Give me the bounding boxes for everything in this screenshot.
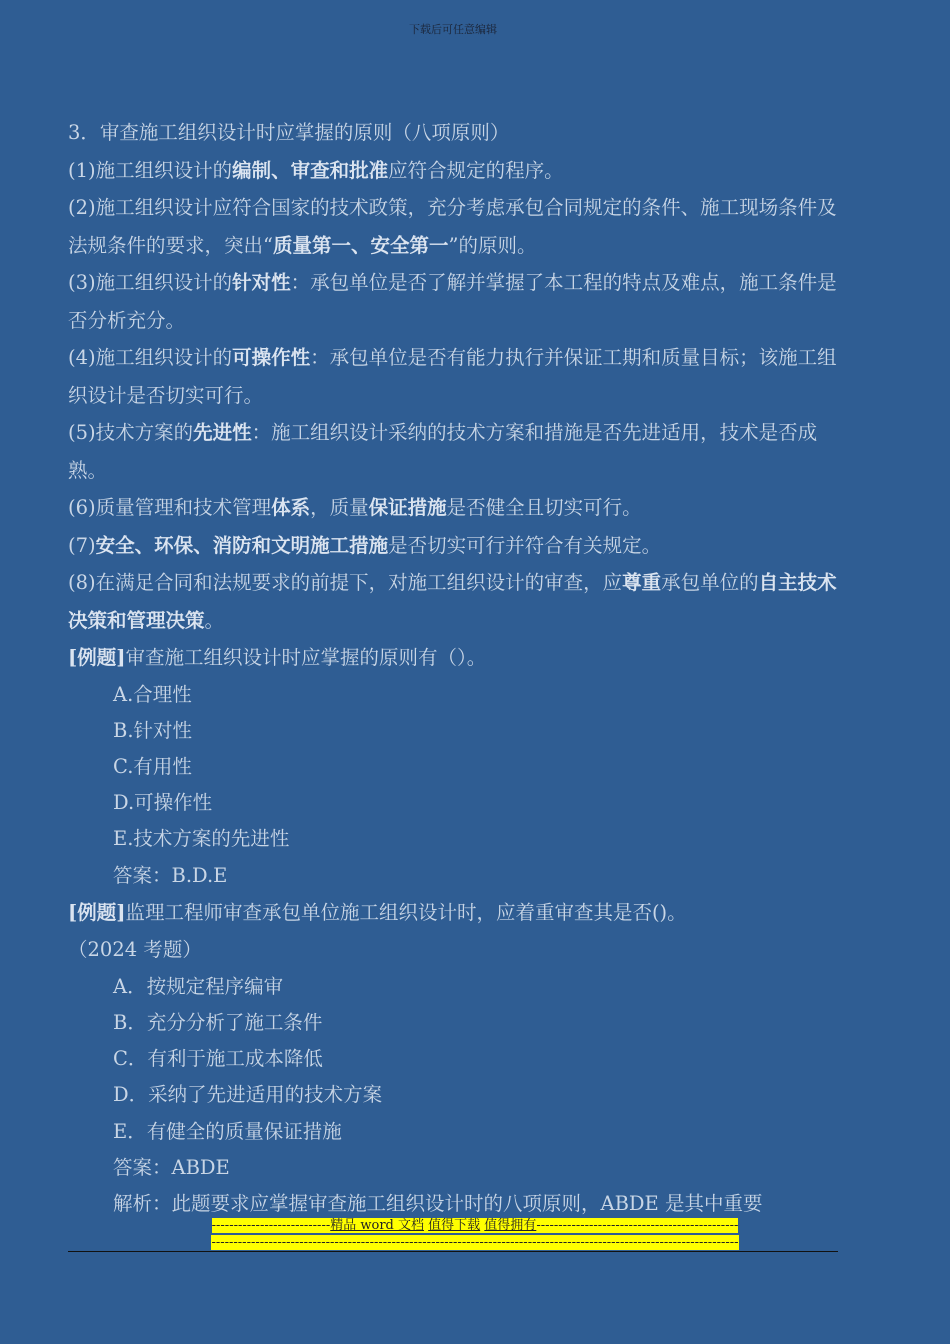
example-2-analysis: 解析：此题要求应掌握审查施工组织设计时的八项原则，ABDE 是其中重要 (113, 1191, 763, 1215)
principle-3: (3)施工组织设计的针对性：承包单位是否了解并掌握了本工程的特点及难点，施工条件是否分析充分。 (68, 271, 837, 332)
footer-highlight-line2: ------------------------------------------------------------------------------------------------------------------------ (211, 1235, 739, 1250)
footer-banner-line2 (0, 1234, 950, 1251)
example-2-year: （2024 考题） (68, 938, 202, 962)
principle-5: (5)技术方案的先进性：施工组织设计采纳的技术方案和措施是否先进适用，技术是否成熟。 (68, 421, 818, 482)
example-2-option: C．有利于施工成本降低 (113, 1047, 323, 1071)
example-1-option: C.有用性 (113, 754, 192, 778)
footer-link-word-doc[interactable]: 精品 word 文档 (330, 1218, 424, 1233)
footer-link-download[interactable]: 值得下载 (428, 1218, 481, 1233)
principle-4: (4)施工组织设计的可操作性：承包单位是否有能力执行并保证工期和质量目标；该施工组织设计是否切实可行。 (68, 346, 837, 407)
example-2-option: B．充分分析了施工条件 (113, 1010, 323, 1034)
principle-8: (8)在满足合同和法规要求的前提下，对施工组织设计的审查，应尊重承包单位的自主技术决策和管理决策。 (68, 571, 837, 632)
example-2-question: [例题]监理工程师审查承包单位施工组织设计时，应着重审查其是否()。 (68, 900, 687, 924)
section-title: 3．审查施工组织设计时应掌握的原则（八项原则） (68, 121, 510, 144)
example-2-option: A．按规定程序编审 (113, 974, 284, 998)
example-2-option: E．有健全的质量保证措施 (113, 1119, 342, 1143)
principle-2: (2)施工组织设计应符合国家的技术政策，充分考虑承包合同规定的条件、施工现场条件及法规条件的要求，突出“质量第一、安全第一”的原则。 (68, 196, 837, 257)
example-1-question: [例题]审查施工组织设计时应掌握的原则有（）。 (68, 646, 487, 669)
example-2-answer: 答案：ABDE (113, 1155, 230, 1179)
example-1-answer: 答案：B.D.E (113, 863, 228, 887)
footer-link-own[interactable]: 值得拥有 (484, 1218, 537, 1233)
principle-7: (7)安全、环保、消防和文明施工措施是否切实可行并符合有关规定。 (68, 533, 662, 557)
principle-6: (6)质量管理和技术管理体系，质量保证措施是否健全且切实可行。 (68, 496, 642, 519)
example-2-option: D．采纳了先进适用的技术方案 (113, 1083, 383, 1107)
principle-1: (1)施工组织设计的编制、审查和批准应符合规定的程序。 (68, 158, 564, 182)
footer-highlight: ---------------------------精品 word 文档 值得下载 值得拥有---------------------------------------------- (211, 1218, 739, 1233)
example-1-option: E.技术方案的先进性 (113, 827, 290, 851)
header-note: 下载后可任意编辑 (409, 23, 497, 36)
example-1-option: A.合理性 (113, 682, 192, 706)
footer-banner (0, 1217, 950, 1234)
footer-rule (68, 1251, 838, 1252)
document-body (68, 114, 848, 1222)
example-1-option: B.针对性 (113, 718, 193, 742)
example-1-option: D.可操作性 (113, 791, 213, 815)
